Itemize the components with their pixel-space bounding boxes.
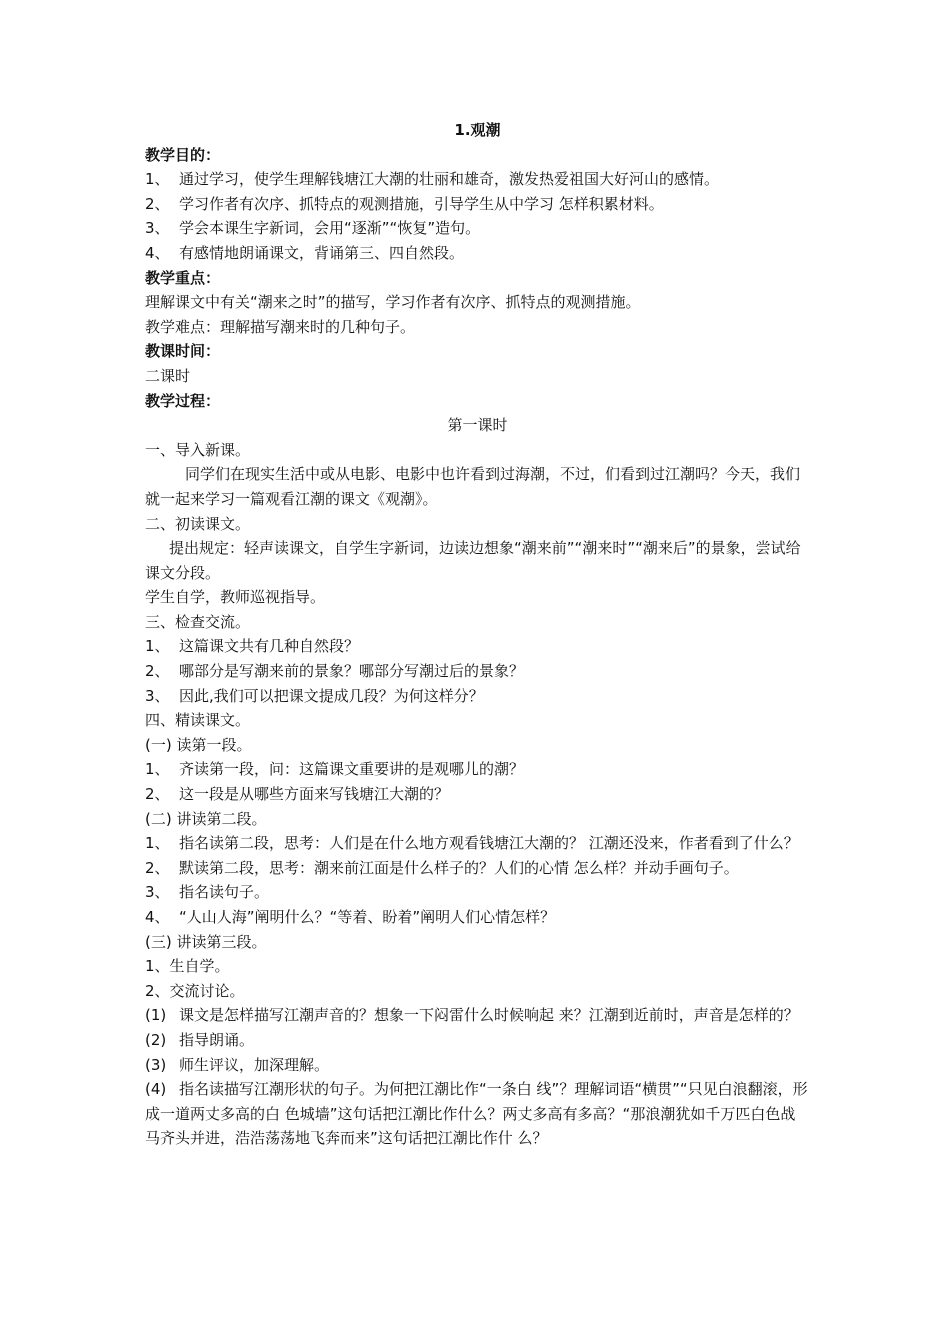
difficulty-text: 教学难点：理解描写潮来时的几种句子。	[145, 317, 416, 336]
list-item	[145, 757, 810, 782]
item-text: 师生评议，加深理解。	[179, 1055, 330, 1074]
item-number: (3)	[145, 1055, 167, 1074]
item-number: 3、	[145, 686, 170, 705]
item-text: 学会本课生字新词，会用“逐渐”“恢复”造句。	[179, 219, 481, 238]
list-item	[145, 905, 810, 930]
list-item	[145, 1003, 810, 1028]
list-item	[145, 782, 810, 807]
section-heading: 三、检查交流。	[145, 612, 251, 631]
item-number: (2)	[145, 1030, 167, 1049]
section-heading: 一、导入新课。	[145, 440, 251, 459]
list-item	[145, 1077, 810, 1151]
item-number: 2、	[145, 194, 170, 213]
item-text: 齐读第一段，问：这篇课文重要讲的是观哪儿的潮？	[179, 760, 525, 779]
list-item	[145, 1053, 810, 1078]
item-number: 2、	[145, 785, 170, 804]
list-item	[145, 1028, 810, 1053]
item-number: (1)	[145, 1006, 167, 1025]
lesson-label: 第一课时	[447, 416, 508, 435]
item-number: 4、	[145, 243, 170, 262]
subsection-heading: (二) 讲读第二段。	[145, 809, 267, 828]
item-number: 1、	[145, 170, 170, 189]
list-item	[145, 659, 810, 684]
document-page	[145, 118, 810, 1151]
list-item	[145, 831, 810, 856]
item-number: 1、	[145, 760, 170, 779]
item-text: 因此,我们可以把课文提成几段？为何这样分？	[179, 686, 484, 705]
item-number: 1、	[145, 637, 170, 656]
time-heading: 教课时间：	[145, 342, 221, 361]
item-number: (4)	[145, 1080, 167, 1099]
item-number: 2、	[145, 662, 170, 681]
subsection-heading: (一) 读第一段。	[145, 735, 252, 754]
item-text: 指名读第二段，思考：人们是在什么地方观看钱塘江大潮的？ 江潮还没来，作者看到了什么？	[179, 834, 799, 853]
item-number: 2、	[145, 858, 170, 877]
list-item	[145, 684, 810, 709]
item-text: 指名读描写江潮形状的句子。为何把江潮比作“一条白 线”？理解词语“横贯”“只见白浪翻滚，形成一道两丈多高的白 色城墙”这句话把江潮比作什么？两丈多高有多高？“那浪潮犹如千万匹白色战马齐头并进，浩浩荡荡地飞奔而来”这句话把江潮比作什 么？	[145, 1080, 808, 1148]
time-text: 二课时	[145, 366, 191, 385]
section-heading: 二、初读课文。	[145, 514, 251, 533]
paragraph: 提出规定：轻声读课文，自学生字新词，边读边想象“潮来前”“潮来时”“潮来后”的景象，尝试给课文分段。	[145, 539, 801, 582]
paragraph: 学生自学，教师巡视指导。	[145, 588, 326, 607]
item-text: 默读第二段，思考：潮来前江面是什么样子的？人们的心情 怎么样？并动手画句子。	[179, 858, 739, 877]
item-number: 4、	[145, 908, 170, 926]
list-item	[145, 167, 810, 192]
document-title: 1.观潮	[454, 121, 501, 139]
list-item	[145, 192, 810, 217]
item-text: 这篇课文共有几种自然段？	[179, 637, 360, 656]
key-heading: 教学重点：	[145, 268, 221, 287]
list-item	[145, 856, 810, 881]
item-text: 有感情地朗诵课文，背诵第三、四自然段。	[179, 243, 465, 262]
subsection-heading: (三) 讲读第三段。	[145, 932, 267, 951]
item-text: 指导朗诵。	[179, 1030, 255, 1049]
objectives-heading: 教学目的：	[145, 145, 221, 164]
item-text: 通过学习，使学生理解钱塘江大潮的壮丽和雄奇，激发热爱祖国大好河山的感情。	[179, 170, 720, 189]
section-heading: 四、精读课文。	[145, 711, 251, 730]
list-item	[145, 241, 810, 266]
item-text: 指名读句子。	[179, 883, 270, 902]
list-item	[145, 880, 810, 905]
item-number: 3、	[145, 883, 170, 902]
list-item: 1、生自学。	[145, 957, 230, 976]
item-number: 3、	[145, 219, 170, 238]
item-text: 这一段是从哪些方面来写钱塘江大潮的？	[179, 785, 450, 804]
list-item	[145, 634, 810, 659]
list-item	[145, 216, 810, 241]
paragraph: 同学们在现实生活中或从电影、电影中也许看到过海潮，不过，们看到过江潮吗？今天，我们就一起来学习一篇观看江潮的课文《观潮》。	[145, 465, 801, 508]
process-heading: 教学过程：	[145, 391, 221, 410]
item-text: 哪部分是写潮来前的景象？哪部分写潮过后的景象？	[179, 662, 525, 681]
list-item: 2、交流讨论。	[145, 981, 245, 1000]
item-text: 课文是怎样描写江潮声音的？想象一下闷雷什么时候响起 来？江潮到近前时，声音是怎样的？	[179, 1006, 799, 1025]
item-text: “人山人海”阐明什么？“等着、盼着”阐明人们心情怎样？	[179, 908, 556, 926]
item-number: 1、	[145, 834, 170, 853]
item-text: 学习作者有次序、抓特点的观测措施，引导学生从中学习 怎样积累材料。	[179, 194, 664, 213]
key-text: 理解课文中有关“潮来之时”的描写，学习作者有次序、抓特点的观测措施。	[145, 293, 641, 312]
